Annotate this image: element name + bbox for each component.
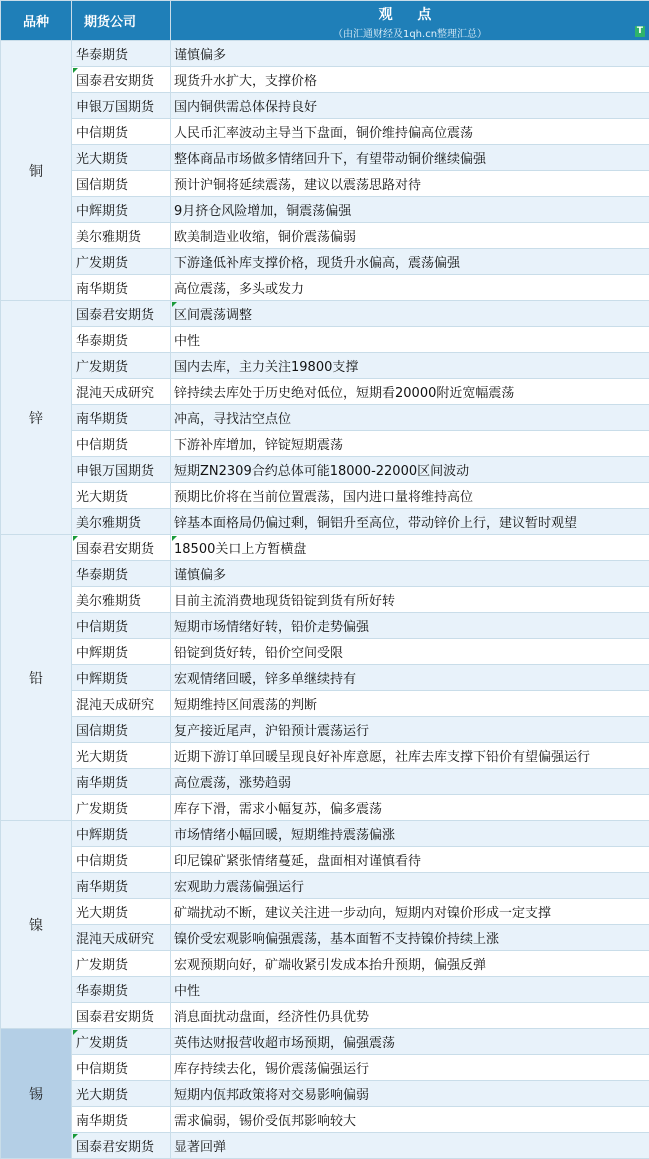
opinion-cell	[171, 535, 649, 561]
opinion-text: 现货升水扩大，支撑价格	[174, 74, 317, 89]
company-name: 中辉期货	[76, 828, 128, 843]
company-name: 美尔雅期货	[76, 230, 141, 245]
opinion-cell	[171, 665, 649, 691]
variety-cell-zinc: 锌	[1, 301, 72, 535]
company-cell	[72, 431, 171, 457]
opinion-cell	[171, 327, 649, 353]
opinion-text: 欧美制造业收缩，铜价震荡偏弱	[174, 230, 356, 245]
opinion-text: 消息面扰动盘面，经济性仍具优势	[174, 1010, 369, 1025]
company-cell	[72, 1029, 171, 1055]
company-name: 广发期货	[76, 256, 128, 271]
company-cell	[72, 405, 171, 431]
company-cell	[72, 873, 171, 899]
company-name: 华泰期货	[76, 984, 128, 999]
company-cell	[72, 561, 171, 587]
company-cell	[72, 1107, 171, 1133]
opinion-cell	[171, 457, 649, 483]
company-name: 混沌天成研究	[76, 698, 154, 713]
table-row	[1, 275, 649, 301]
company-cell	[72, 41, 171, 67]
company-name: 国泰君安期货	[76, 1010, 154, 1025]
company-cell	[72, 223, 171, 249]
company-cell	[72, 821, 171, 847]
company-name: 中辉期货	[76, 672, 128, 687]
table-row	[1, 197, 649, 223]
company-name: 中信期货	[76, 1062, 128, 1077]
company-name: 光大期货	[76, 750, 128, 765]
opinion-cell	[171, 405, 649, 431]
company-name: 华泰期货	[76, 568, 128, 583]
opinion-cell	[171, 847, 649, 873]
company-name: 美尔雅期货	[76, 594, 141, 609]
comment-marker-icon	[172, 302, 177, 307]
header-view-title: 观 点	[171, 4, 649, 24]
comment-marker-icon	[73, 1134, 78, 1139]
company-name: 中信期货	[76, 620, 128, 635]
opinion-cell	[171, 431, 649, 457]
opinion-cell	[171, 483, 649, 509]
company-name: 中信期货	[76, 854, 128, 869]
opinion-cell	[171, 1029, 649, 1055]
company-cell	[72, 613, 171, 639]
opinion-cell	[171, 743, 649, 769]
company-cell	[72, 795, 171, 821]
opinion-cell	[171, 639, 649, 665]
opinion-text: 中性	[174, 334, 200, 349]
opinion-text: 冲高，寻找沽空点位	[174, 412, 291, 427]
company-cell	[72, 847, 171, 873]
company-name: 南华期货	[76, 880, 128, 895]
opinion-text: 显著回弹	[174, 1140, 226, 1155]
company-name: 华泰期货	[76, 334, 128, 349]
table-row	[1, 405, 649, 431]
table-row	[1, 353, 649, 379]
opinion-text: 短期维持区间震荡的判断	[174, 698, 317, 713]
opinion-text: 英伟达财报营收超市场预期，偏强震荡	[174, 1036, 395, 1051]
opinion-text: 高位震荡，多头或发力	[174, 282, 304, 297]
opinion-cell	[171, 249, 649, 275]
table-row	[1, 93, 649, 119]
opinion-cell	[171, 509, 649, 535]
variety-cell-copper: 铜	[1, 41, 72, 301]
company-name: 南华期货	[76, 412, 128, 427]
opinion-text: 市场情绪小幅回暖，短期维持震荡偏涨	[174, 828, 395, 843]
company-name: 申银万国期货	[76, 464, 154, 479]
opinion-cell	[171, 873, 649, 899]
opinion-text: 下游逢低补库支撑价格，现货升水偏高，震荡偏强	[174, 256, 460, 271]
company-cell	[72, 717, 171, 743]
table-row	[1, 509, 649, 535]
opinion-cell	[171, 275, 649, 301]
company-name: 南华期货	[76, 1114, 128, 1129]
company-name: 广发期货	[76, 802, 128, 817]
table-row	[1, 717, 649, 743]
table-row	[1, 431, 649, 457]
company-cell	[72, 743, 171, 769]
opinion-text: 镍价受宏观影响偏强震荡，基本面暂不支持镍价持续上涨	[174, 932, 499, 947]
table-row	[1, 171, 649, 197]
table-row	[1, 1133, 649, 1159]
comment-marker-icon	[73, 1030, 78, 1035]
company-cell	[72, 327, 171, 353]
table-row	[1, 1003, 649, 1029]
table-row	[1, 873, 649, 899]
company-cell	[72, 249, 171, 275]
company-cell	[72, 171, 171, 197]
table-row	[1, 665, 649, 691]
company-cell	[72, 769, 171, 795]
company-cell	[72, 925, 171, 951]
company-cell	[72, 275, 171, 301]
opinion-cell	[171, 769, 649, 795]
opinion-text: 下游补库增加，锌锭短期震荡	[174, 438, 343, 453]
table-row	[1, 951, 649, 977]
opinion-text: 谨慎偏多	[174, 48, 226, 63]
company-cell	[72, 197, 171, 223]
table-row	[1, 899, 649, 925]
opinion-cell	[171, 119, 649, 145]
comment-marker-icon	[73, 68, 78, 73]
opinion-cell	[171, 587, 649, 613]
opinion-text: 库存持续去化，锡价震荡偏强运行	[174, 1062, 369, 1077]
table-row	[1, 977, 649, 1003]
opinion-text: 库存下滑，需求小幅复苏，偏多震荡	[174, 802, 382, 817]
opinion-cell	[171, 925, 649, 951]
opinion-text: 目前主流消费地现货铅锭到货有所好转	[174, 594, 395, 609]
company-name: 南华期货	[76, 776, 128, 791]
opinion-text: 锌基本面格局仍偏过剩，铜铝升至高位，带动锌价上行，建议暂时观望	[174, 516, 577, 531]
company-cell	[72, 665, 171, 691]
company-name: 光大期货	[76, 1088, 128, 1103]
company-cell	[72, 353, 171, 379]
company-name: 中信期货	[76, 126, 128, 141]
opinion-text: 中性	[174, 984, 200, 999]
company-cell	[72, 119, 171, 145]
company-name: 中辉期货	[76, 646, 128, 661]
table-row	[1, 119, 649, 145]
company-name: 美尔雅期货	[76, 516, 141, 531]
table-row	[1, 67, 649, 93]
company-name: 混沌天成研究	[76, 386, 154, 401]
opinion-cell	[171, 977, 649, 1003]
opinion-cell	[171, 951, 649, 977]
company-name: 申银万国期货	[76, 100, 154, 115]
company-name: 光大期货	[76, 152, 128, 167]
table-row	[1, 587, 649, 613]
table-row	[1, 249, 649, 275]
table-row	[1, 145, 649, 171]
variety-cell-tin: 锡	[1, 1029, 72, 1159]
opinion-text: 宏观预期向好，矿端收紧引发成本抬升预期，偏强反弹	[174, 958, 486, 973]
opinion-text: 高位震荡，涨势趋弱	[174, 776, 291, 791]
table-row	[1, 535, 649, 561]
company-name: 混沌天成研究	[76, 932, 154, 947]
header-source-note: （由汇通财经及1qh.cn整理汇总）	[171, 25, 649, 40]
company-cell	[72, 379, 171, 405]
table-row	[1, 1081, 649, 1107]
comment-marker-icon	[73, 536, 78, 541]
opinion-cell	[171, 613, 649, 639]
opinion-text: 矿端扰动不断，建议关注进一步动向，短期内对镍价形成一定支撑	[174, 906, 551, 921]
company-name: 广发期货	[76, 360, 128, 375]
table-row	[1, 483, 649, 509]
company-cell	[72, 899, 171, 925]
opinion-cell	[171, 821, 649, 847]
company-cell	[72, 1003, 171, 1029]
company-cell	[72, 587, 171, 613]
header-view	[171, 1, 649, 41]
company-name: 华泰期货	[76, 48, 128, 63]
company-name: 国泰君安期货	[76, 308, 154, 323]
company-cell	[72, 1055, 171, 1081]
table-row	[1, 223, 649, 249]
opinion-text: 宏观情绪回暖，锌多单继续持有	[174, 672, 356, 687]
opinion-cell	[171, 41, 649, 67]
header-variety: 品种	[1, 1, 72, 41]
company-cell	[72, 145, 171, 171]
opinion-cell	[171, 353, 649, 379]
opinion-text: 国内去库，主力关注19800支撑	[174, 360, 358, 375]
table-row	[1, 847, 649, 873]
opinion-text: 整体商品市场做多情绪回升下，有望带动铜价继续偏强	[174, 152, 486, 167]
opinion-cell	[171, 93, 649, 119]
table-row	[1, 1107, 649, 1133]
company-cell	[72, 639, 171, 665]
opinion-cell	[171, 795, 649, 821]
opinion-cell	[171, 1107, 649, 1133]
opinion-text: 短期市场情绪好转，铅价走势偏强	[174, 620, 369, 635]
company-name: 南华期货	[76, 282, 128, 297]
company-cell	[72, 691, 171, 717]
table-row	[1, 821, 649, 847]
table-row	[1, 379, 649, 405]
opinion-cell	[171, 1003, 649, 1029]
opinion-cell	[171, 171, 649, 197]
opinion-text: 18500关口上方暂横盘	[174, 542, 306, 557]
table-row	[1, 925, 649, 951]
opinion-cell	[171, 899, 649, 925]
company-cell	[72, 977, 171, 1003]
company-name: 国信期货	[76, 724, 128, 739]
opinion-text: 短期ZN2309合约总体可能18000-22000区间波动	[174, 464, 469, 479]
company-name: 国信期货	[76, 178, 128, 193]
table-row	[1, 1029, 649, 1055]
company-name: 光大期货	[76, 906, 128, 921]
opinion-cell	[171, 561, 649, 587]
opinion-cell	[171, 1081, 649, 1107]
opinion-text: 短期内佤邦政策将对交易影响偏弱	[174, 1088, 369, 1103]
company-name: 国泰君安期货	[76, 542, 154, 557]
company-cell	[72, 951, 171, 977]
company-cell	[72, 93, 171, 119]
opinion-text: 人民币汇率波动主导当下盘面，铜价维持偏高位震荡	[174, 126, 473, 141]
opinion-text: 预计沪铜将延续震荡，建议以震荡思路对待	[174, 178, 421, 193]
company-name: 广发期货	[76, 1036, 128, 1051]
variety-cell-nickel: 镍	[1, 821, 72, 1029]
opinion-cell	[171, 717, 649, 743]
table-row	[1, 1055, 649, 1081]
comment-marker-icon	[172, 536, 177, 541]
table-row	[1, 561, 649, 587]
company-name: 广发期货	[76, 958, 128, 973]
opinion-cell	[171, 379, 649, 405]
opinion-text: 宏观助力震荡偏强运行	[174, 880, 304, 895]
table-row	[1, 795, 649, 821]
table-row	[1, 691, 649, 717]
opinion-cell	[171, 1055, 649, 1081]
opinion-text: 区间震荡调整	[174, 308, 252, 323]
company-cell	[72, 301, 171, 327]
company-name: 国泰君安期货	[76, 1140, 154, 1155]
opinion-text: 国内铜供需总体保持良好	[174, 100, 317, 115]
company-name: 中信期货	[76, 438, 128, 453]
company-cell	[72, 1133, 171, 1159]
opinion-text: 印尼镍矿紧张情绪蔓延，盘面相对谨慎看待	[174, 854, 421, 869]
company-cell	[72, 509, 171, 535]
company-cell	[72, 483, 171, 509]
company-name: 光大期货	[76, 490, 128, 505]
header-company: 期货公司	[72, 1, 171, 41]
opinion-text: 复产接近尾声，沪铅预计震荡运行	[174, 724, 369, 739]
company-cell	[72, 1081, 171, 1107]
opinion-text: 铅锭到货好转，铅价空间受限	[174, 646, 343, 661]
table-row	[1, 457, 649, 483]
table-row	[1, 769, 649, 795]
opinion-cell	[171, 301, 649, 327]
company-name: 中辉期货	[76, 204, 128, 219]
table-row	[1, 301, 649, 327]
company-cell	[72, 457, 171, 483]
header-row	[1, 1, 649, 41]
company-name: 国泰君安期货	[76, 74, 154, 89]
opinion-cell	[171, 197, 649, 223]
opinion-text: 近期下游订单回暖呈现良好补库意愿，社库去库支撑下铅价有望偏强运行	[174, 750, 590, 765]
opinion-cell	[171, 67, 649, 93]
filter-t-icon[interactable]: T	[635, 26, 645, 37]
opinion-cell	[171, 145, 649, 171]
opinion-text: 谨慎偏多	[174, 568, 226, 583]
company-cell	[72, 535, 171, 561]
opinion-cell	[171, 1133, 649, 1159]
table-row	[1, 613, 649, 639]
table-row	[1, 639, 649, 665]
table-row	[1, 41, 649, 67]
opinion-text: 锌持续去库处于历史绝对低位，短期看20000附近宽幅震荡	[174, 386, 514, 401]
table-row	[1, 743, 649, 769]
opinion-cell	[171, 691, 649, 717]
table-row	[1, 327, 649, 353]
opinion-text: 9月挤仓风险增加，铜震荡偏强	[174, 204, 351, 219]
company-cell	[72, 67, 171, 93]
variety-cell-lead: 铅	[1, 535, 72, 821]
opinion-cell	[171, 223, 649, 249]
table-body	[1, 41, 649, 1159]
opinion-text: 需求偏弱，锡价受佤邦影响较大	[174, 1114, 356, 1129]
opinion-text: 预期比价将在当前位置震荡，国内进口量将维持高位	[174, 490, 473, 505]
